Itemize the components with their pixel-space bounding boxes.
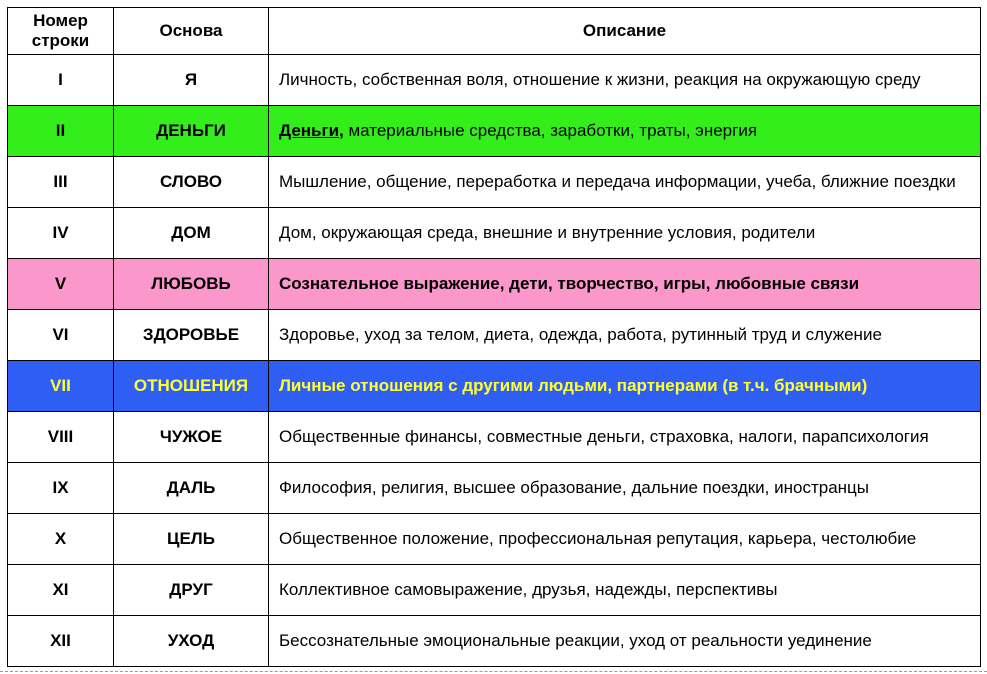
row-base: ЗДОРОВЬЕ xyxy=(114,310,269,361)
row-description xyxy=(269,157,981,208)
header-base: Основа xyxy=(114,8,269,55)
row-number: V xyxy=(8,259,114,310)
row-description-text: Здоровье, уход за телом, диета, одежда, работа, рутинный труд и служение xyxy=(279,325,882,344)
page-bottom-divider xyxy=(0,671,987,672)
row-description-text: Личные отношения с другими людьми, партнерами (в т.ч. брачными) xyxy=(279,376,868,395)
row-number: II xyxy=(8,106,114,157)
row-description-text: Бессознательные эмоциональные реакции, уход от реальности уединение xyxy=(279,631,872,650)
row-number: VI xyxy=(8,310,114,361)
table-row xyxy=(8,310,981,361)
table-row xyxy=(8,616,981,667)
row-number: XI xyxy=(8,565,114,616)
row-description xyxy=(269,616,981,667)
row-description xyxy=(269,514,981,565)
table-row xyxy=(8,412,981,463)
row-description-text: Мышление, общение, переработка и передача информации, учеба, ближние поездки xyxy=(279,172,956,191)
row-description xyxy=(269,361,981,412)
row-base: ДОМ xyxy=(114,208,269,259)
table-header-row xyxy=(8,8,981,55)
header-number: Номер строки xyxy=(8,8,114,55)
row-number: I xyxy=(8,55,114,106)
row-base: УХОД xyxy=(114,616,269,667)
table-row xyxy=(8,106,981,157)
row-description xyxy=(269,310,981,361)
table-row xyxy=(8,463,981,514)
row-description-lead: Деньги, xyxy=(279,121,344,140)
row-base: СЛОВО xyxy=(114,157,269,208)
row-description-text: Личность, собственная воля, отношение к жизни, реакция на окружающую среду xyxy=(279,70,921,89)
row-description-text: Философия, религия, высшее образование, дальние поездки, иностранцы xyxy=(279,478,869,497)
table-row xyxy=(8,514,981,565)
table-row xyxy=(8,55,981,106)
row-number: III xyxy=(8,157,114,208)
houses-table xyxy=(7,7,981,667)
table-row xyxy=(8,208,981,259)
row-base: ЧУЖОЕ xyxy=(114,412,269,463)
row-description xyxy=(269,565,981,616)
row-description-text: Сознательное выражение, дети, творчество, игры, любовные связи xyxy=(279,274,860,293)
row-description-text: материальные средства, заработки, траты, энергия xyxy=(343,121,758,140)
row-description xyxy=(269,412,981,463)
row-number: VII xyxy=(8,361,114,412)
row-description xyxy=(269,55,981,106)
table-row xyxy=(8,259,981,310)
row-number: X xyxy=(8,514,114,565)
row-description-text: Дом, окружающая среда, внешние и внутренние условия, родители xyxy=(279,223,816,242)
row-description xyxy=(269,259,981,310)
header-description: Описание xyxy=(269,8,981,55)
row-base: ДАЛЬ xyxy=(114,463,269,514)
row-description xyxy=(269,463,981,514)
row-description-text: Коллективное самовыражение, друзья, надежды, перспективы xyxy=(279,580,778,599)
row-base: ДРУГ xyxy=(114,565,269,616)
row-base: ЛЮБОВЬ xyxy=(114,259,269,310)
row-base: ОТНОШЕНИЯ xyxy=(114,361,269,412)
row-number: XII xyxy=(8,616,114,667)
table-row xyxy=(8,361,981,412)
row-description xyxy=(269,106,981,157)
row-number: IV xyxy=(8,208,114,259)
row-description xyxy=(269,208,981,259)
table-row xyxy=(8,157,981,208)
row-base: ЦЕЛЬ xyxy=(114,514,269,565)
row-description-text: Общественные финансы, совместные деньги, страховка, налоги, парапсихология xyxy=(279,427,929,446)
row-number: VIII xyxy=(8,412,114,463)
row-base: ДЕНЬГИ xyxy=(114,106,269,157)
row-number: IX xyxy=(8,463,114,514)
row-base: Я xyxy=(114,55,269,106)
table-row xyxy=(8,565,981,616)
table-body xyxy=(8,55,981,667)
row-description-text: Общественное положение, профессиональная репутация, карьера, честолюбие xyxy=(279,529,917,548)
